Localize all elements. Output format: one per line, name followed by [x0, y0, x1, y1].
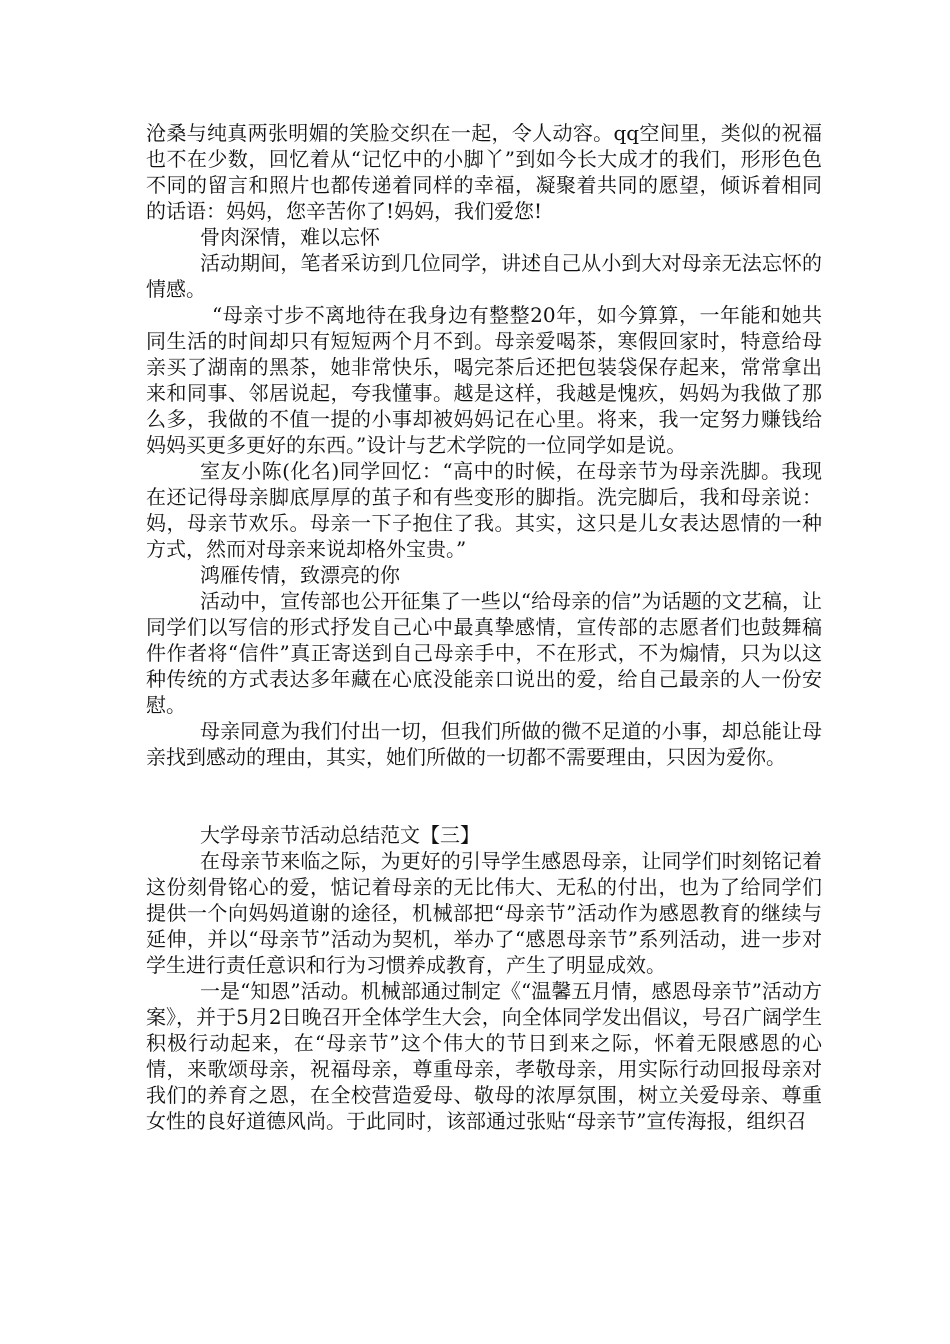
paragraph-letters: 活动中，宣传部也公开征集了一些以“给母亲的信”为话题的文艺稿，让同学们以写信的形式抒发自己心中最真挚感情，宣传部的志愿者们也鼓舞稿件作者将“信件”真正寄送到自己母亲手中，不在形式，不为煽情，只为以这种传统的方式表达多年藏在心底没能亲口说出的爱，给自己最亲的人一份安慰。: [146, 589, 822, 717]
paragraph-conclusion: 母亲同意为我们付出一切，但我们所做的微不足道的小事，却总能让母亲找到感动的理由，其实，她们所做的一切都不需要理由，只因为爱你。: [146, 719, 822, 769]
paragraph-quote-student: “母亲寸步不离地待在我身边有整整20年，如今算算，一年能和她共同生活的时间却只有短短两个月不到。母亲爱喝茶，寒假回家时，特意给母亲买了湖南的黑茶，她非常快乐，喝完茶后还把包装袋保存起来，常常拿出来和同事、邻居说起，夸我懂事。越是这样，我越是愧疚，妈妈为我做了那么多，我做的不值一提的小事却被妈妈记在心里。将来，我一定努力赚钱给妈妈买更多更好的东西。”设计与艺术学院的一位同学如是说。: [146, 303, 822, 457]
paragraph-section-intro: 在母亲节来临之际，为更好的引导学生感恩母亲，让同学们时刻铭记着这份刻骨铭心的爱，惦记着母亲的无比伟大、无私的付出，也为了给同学们提供一个向妈妈道谢的途径，机械部把“母亲节”活动作为感恩教育的继续与延伸，并以“母亲节”活动为契机，举办了“感恩母亲节”系列活动，进一步对学生进行责任意识和行为习惯养成教育，产生了明显成效。: [146, 849, 822, 977]
subheading-family-love: 骨肉深情，难以忘怀: [200, 225, 380, 249]
paragraph-interview: 活动期间，笔者采访到几位同学，讲述自己从小到大对母亲无法忘怀的情感。: [146, 251, 822, 301]
document-page: [146, 120, 822, 1134]
section-spacer: [146, 770, 822, 822]
paragraph-section-activity-one: 一是“知恩”活动。机械部通过制定《“温馨五月情，感恩母亲节”活动方案》，并于5月2日晚召开全体学生大会，向全体同学发出倡议，号召广阔学生积极行动起来，在“母亲节”这个伟大的节日到来之际，怀着无限感恩的心情，来歌颂母亲，祝福母亲，尊重母亲，孝敬母亲，用实际行动回报母亲对我们的养育之恩，在全校营造爱母、敬母的浓厚氛围，树立关爱母亲、尊重女性的良好道德风尚。于此同时，该部通过张贴“母亲节”宣传海报，组织召: [146, 979, 822, 1133]
paragraph-1: 沧桑与纯真两张明媚的笑脸交织在一起，令人动容。qq空间里，类似的祝福也不在少数，回忆着从“记忆中的小脚丫”到如今长大成才的我们，形形色色不同的留言和照片也都传递着同样的幸福，凝聚着共同的愿望，倾诉着相同的话语：妈妈，您辛苦你了!妈妈，我们爱您!: [146, 121, 822, 223]
paragraph-roommate: 室友小陈(化名)同学回忆：“高中的时候，在母亲节为母亲洗脚。我现在还记得母亲脚底厚厚的茧子和有些变形的脚指。洗完脚后，我和母亲说：妈，母亲节欢乐。母亲一下子抱住了我。其实，这只是儿女表达恩情的一种方式，然而对母亲来说却格外宝贵。”: [146, 459, 822, 561]
section-title: 大学母亲节活动总结范文【三】: [200, 823, 480, 847]
subheading-letters: 鸿雁传情，致漂亮的你: [200, 563, 400, 587]
